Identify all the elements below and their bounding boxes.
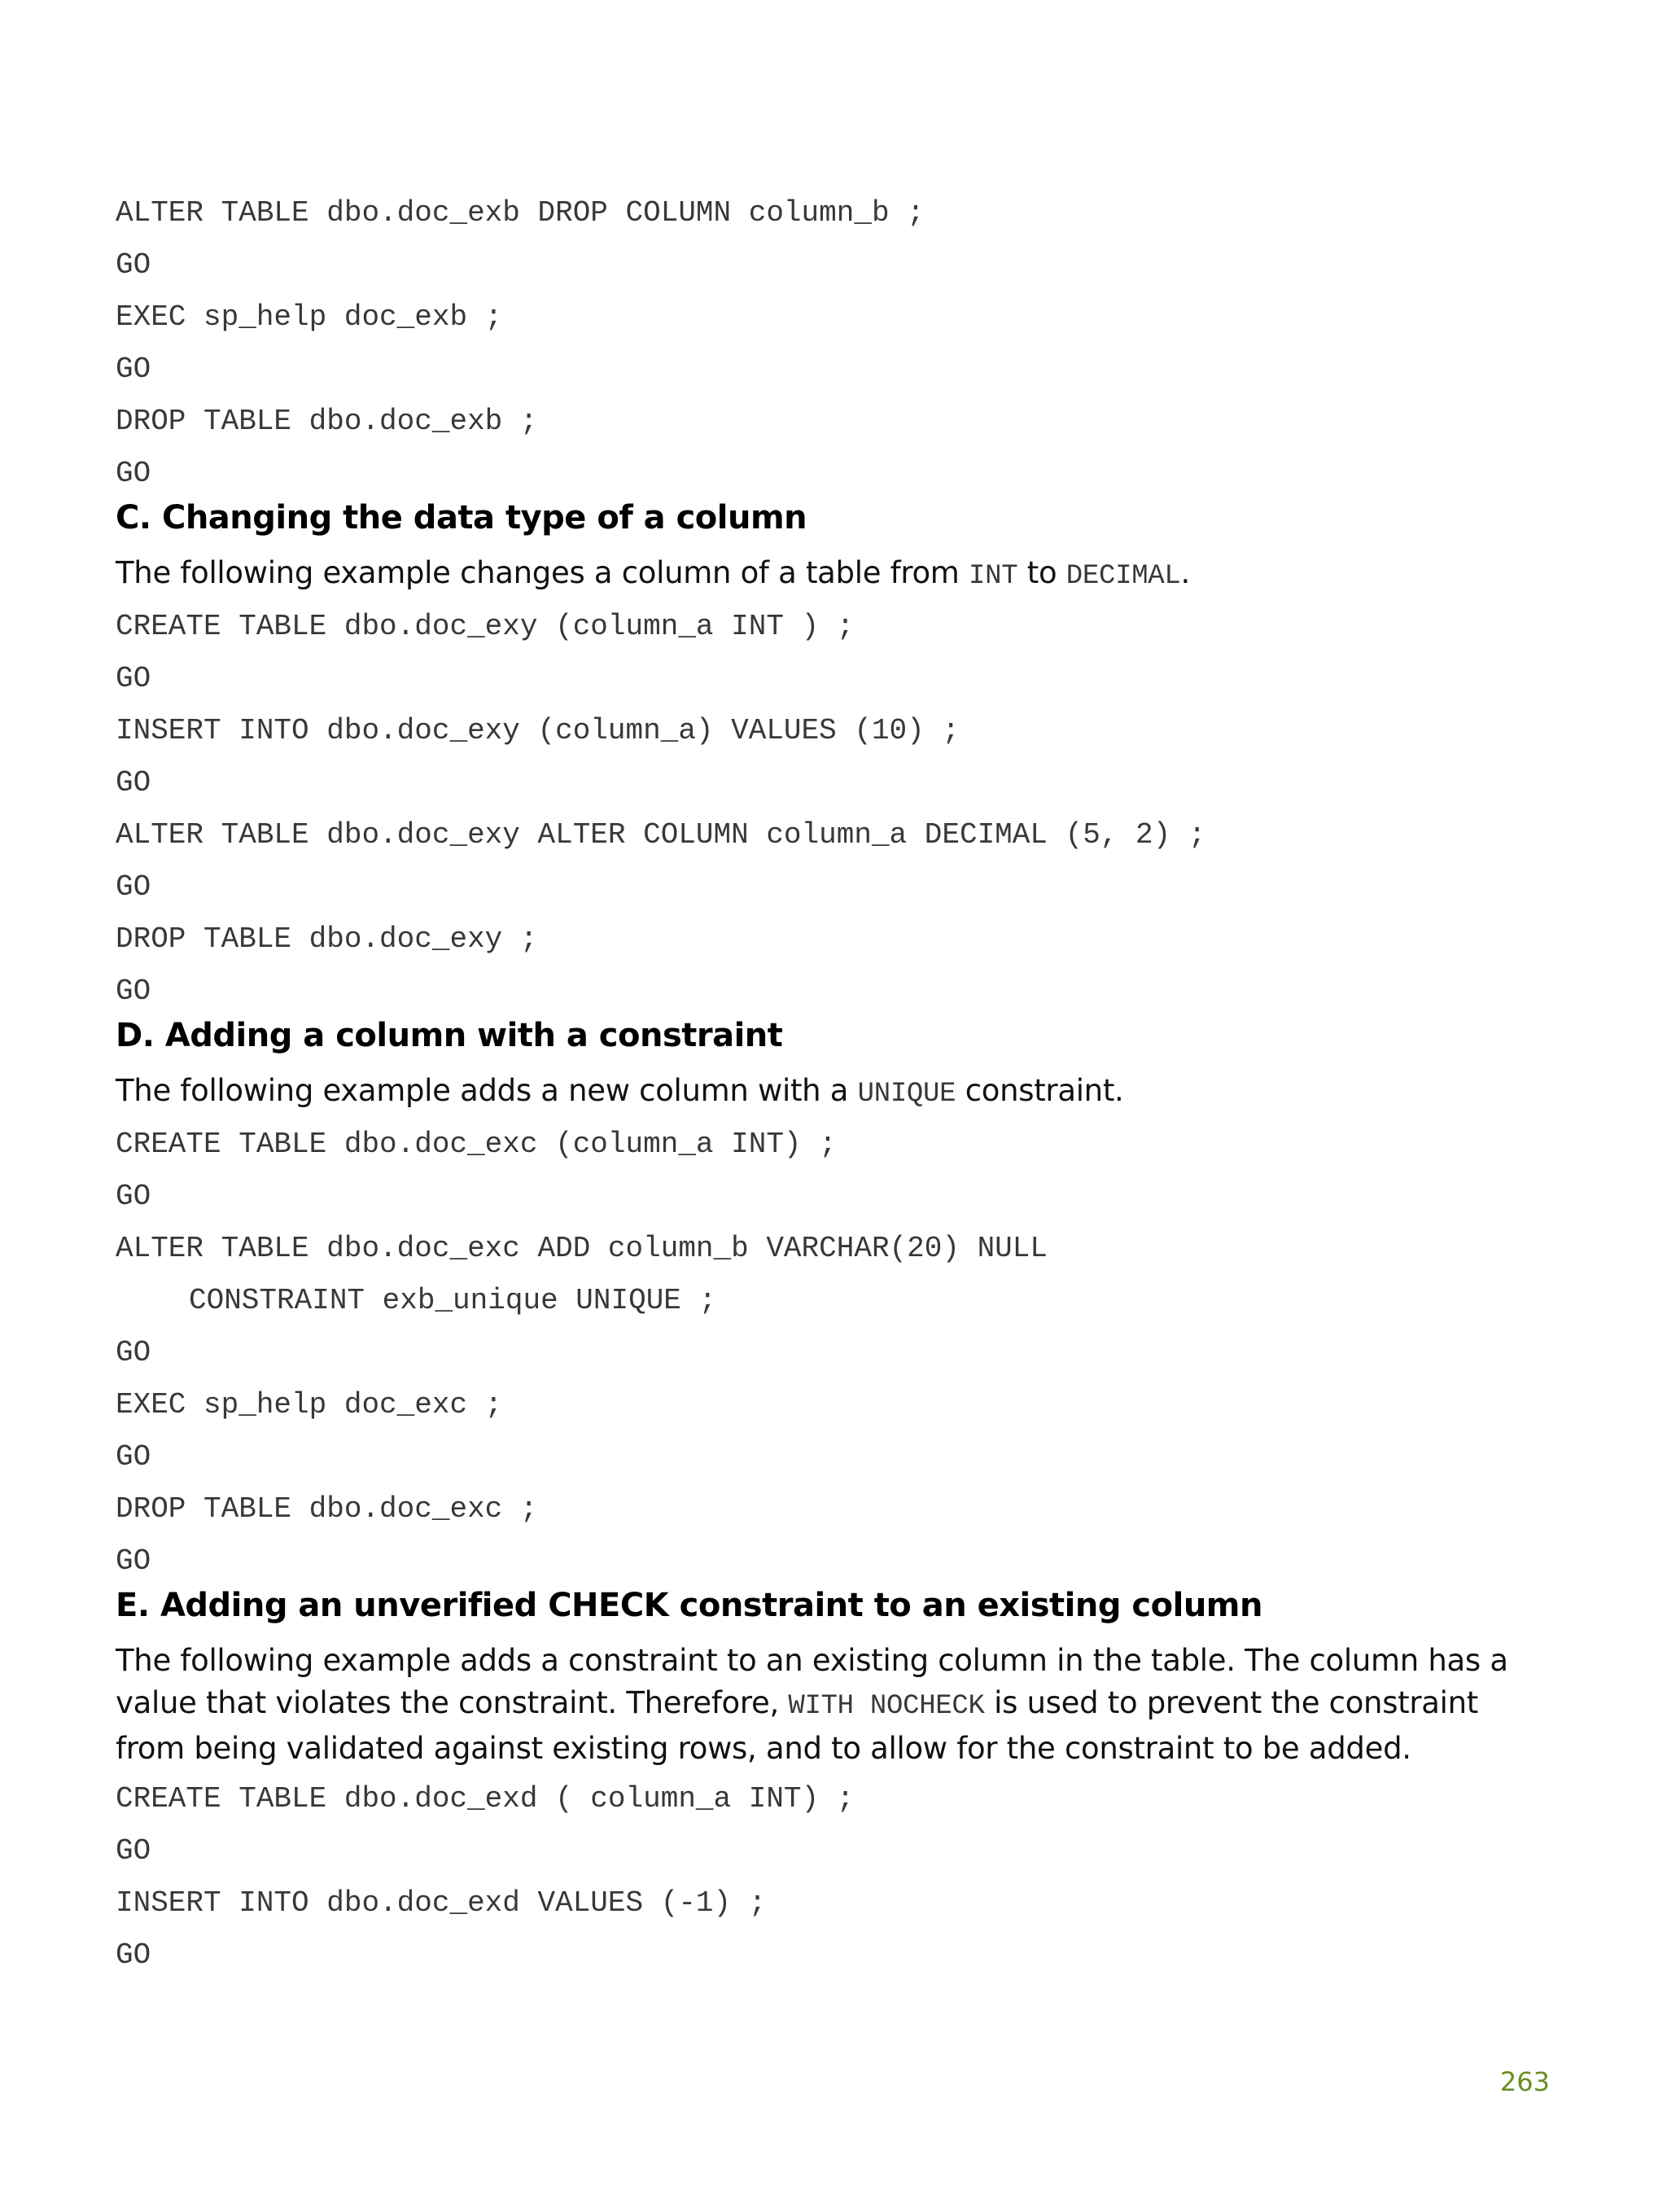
code-line: CREATE TABLE dbo.doc_exy (column_a INT ) ; <box>116 610 855 643</box>
code-line: GO <box>116 766 151 799</box>
code-line: CREATE TABLE dbo.doc_exc (column_a INT) ; <box>116 1128 837 1161</box>
code-line: GO <box>116 662 151 695</box>
code-line: GO <box>116 353 151 386</box>
code-line: DROP TABLE dbo.doc_exy ; <box>116 922 538 956</box>
section-paragraph <box>116 1640 1548 1770</box>
code-line: GO <box>116 1440 151 1474</box>
code-line: GO <box>116 1834 151 1868</box>
section-heading: E. Adding an unverified CHECK constraint to an existing column <box>116 1587 1262 1624</box>
code-line: GO <box>116 457 151 490</box>
code-line: CREATE TABLE dbo.doc_exd ( column_a INT) ; <box>116 1782 855 1816</box>
section-paragraph <box>116 1070 1548 1115</box>
paragraph-text: . <box>1180 555 1190 590</box>
section-c <box>116 498 1548 1016</box>
code-line: DROP TABLE dbo.doc_exc ; <box>116 1492 538 1526</box>
document-page <box>116 197 1548 1991</box>
inline-code: UNIQUE <box>857 1079 956 1110</box>
inline-code: DECIMAL <box>1065 561 1181 592</box>
code-line: GO <box>116 870 151 904</box>
section-paragraph <box>116 552 1548 598</box>
code-line: ALTER TABLE dbo.doc_exy ALTER COLUMN column_a DECIMAL (5, 2) ; <box>116 818 1206 852</box>
code-line: GO <box>116 1938 151 1972</box>
code-line: INSERT INTO dbo.doc_exy (column_a) VALUES (10) ; <box>116 714 960 747</box>
code-block <box>116 1128 1548 1586</box>
code-line: GO <box>116 975 151 1008</box>
code-line: GO <box>116 1336 151 1369</box>
code-line: GO <box>116 1180 151 1213</box>
code-block-top <box>116 197 1548 498</box>
code-line: GO <box>116 248 151 282</box>
code-line: ALTER TABLE dbo.doc_exc ADD column_b VARCHAR(20) NULL <box>116 1232 1048 1265</box>
code-line: DROP TABLE dbo.doc_exb ; <box>116 405 538 438</box>
section-e <box>116 1586 1548 1991</box>
paragraph-text: The following example changes a column of a table from <box>116 555 969 590</box>
paragraph-text: The following example adds a new column with a <box>116 1073 858 1108</box>
code-line: ALTER TABLE dbo.doc_exb DROP COLUMN column_b ; <box>116 196 925 230</box>
code-block <box>116 611 1548 1016</box>
code-line: EXEC sp_help doc_exb ; <box>116 300 503 334</box>
inline-code: WITH NOCHECK <box>788 1691 985 1722</box>
code-line: GO <box>116 1544 151 1578</box>
section-d <box>116 1016 1548 1586</box>
code-line: EXEC sp_help doc_exc ; <box>116 1388 503 1421</box>
section-heading: D. Adding a column with a constraint <box>116 1017 783 1054</box>
code-line: INSERT INTO dbo.doc_exd VALUES (-1) ; <box>116 1886 767 1920</box>
paragraph-text: is used to prevent the constraint from being validated against existing rows, and to allow for the constraint to be added. <box>116 1685 1478 1766</box>
paragraph-text: constraint. <box>956 1073 1124 1108</box>
page-number: 263 <box>1499 2066 1550 2097</box>
paragraph-text: The following example adds a constraint to an existing column in the table. The column has a value that violates the constraint. Therefore, <box>116 1643 1508 1720</box>
inline-code: INT <box>969 561 1018 592</box>
section-heading: C. Changing the data type of a column <box>116 499 807 537</box>
code-line: CONSTRAINT exb_unique UNIQUE ; <box>189 1284 717 1317</box>
code-block <box>116 1783 1548 1991</box>
paragraph-text: to <box>1017 555 1066 590</box>
